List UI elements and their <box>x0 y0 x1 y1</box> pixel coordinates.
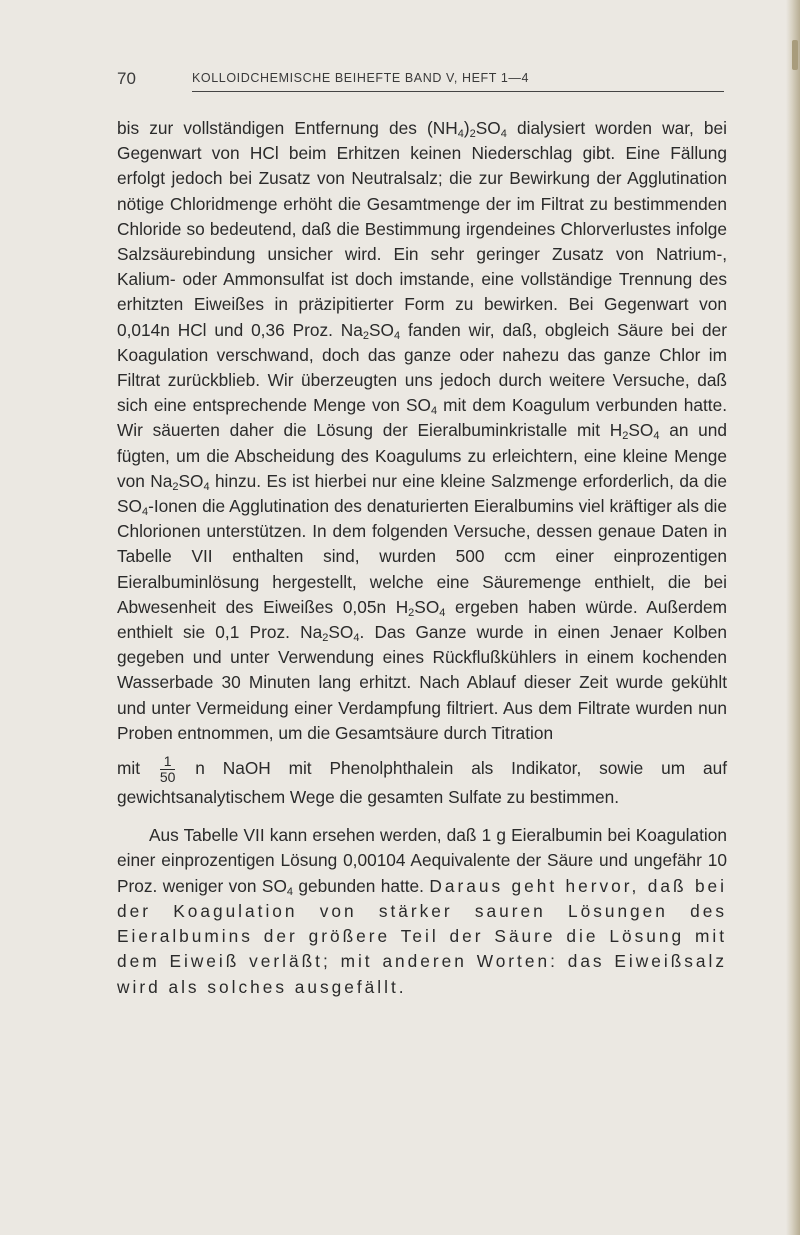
paragraph-1-continued: mit $\frac{1}{50}$ n NaOH mit Phenolphthalein als Indikator, sowie um auf gewichtsanalytischem Wege die gesamten Sulfate zu bestimmen. <box>117 753 727 808</box>
running-title: KOLLOIDCHEMISCHE BEIHEFTE BAND V, HEFT 1—4 <box>192 71 530 85</box>
page-header <box>117 64 727 94</box>
page-edge-mark <box>792 40 798 70</box>
body-text <box>117 116 727 1000</box>
fraction-denominator: 50 <box>159 769 176 786</box>
paragraph-2: Aus Tabelle VII kann ersehen werden, daß 1 g Eieralbumin bei Koagulation einer einprozentigen Lösung 0,00104 Aequivalente der Säure und ungefähr 10 Proz. weniger von $SO_4$ gebunden hatte. Daraus geht hervor, daß bei der Koagulation von stärker sauren Lösungen des Eieralbumins der größere Teil der Säure die Lösung mit dem Eiweiß verläßt; mit anderen Worten: das Eiweißsalz wird als solches ausgefällt. <box>117 825 728 997</box>
fraction-numerator: 1 <box>160 754 176 770</box>
emphasized-statement: Daraus geht hervor, daß bei der Koagulation von stärker sauren Lösungen des Eieralbumins der größere Teil der Säure die Lösung mit dem Eiweiß verläßt; mit anderen Worten: das Eiweißsalz wird als solches ausgefällt. <box>117 875 728 997</box>
page-number: 70 <box>117 69 136 88</box>
header-rule <box>192 91 724 92</box>
page-edge <box>786 0 800 1235</box>
fraction <box>160 754 176 785</box>
paragraph-1: bis zur vollständigen Entfernung des $(NH_4)_2SO_4$ dialysiert worden war, bei Gegenwart von HCl beim Erhitzen keinen Niederschlag gibt. Eine Fällung erfolgt jedoch bei Zusatz von Neutralsalz; die zur Bewirkung der Agglutination nötige Chloridmenge erhöht die Gesamtmenge der im Filtrat zu bestimmenden Chloride so bedeutend, daß die Bestimmung irgendeines Chlorverlustes infolge Salzsäurebindung unsicher wird. Ein sehr geringer Zusatz von Natrium-, Kalium- oder Ammonsulfat ist doch imstande, eine vollständige Trennung des erhitzten Eiweißes in präzipitierter Form zu bewirken. Bei Gegenwart von 0,014n HCl und 0,36 Proz. $Na_2SO_4$ fanden wir, daß, obgleich Säure bei der Koagulation verschwand, doch das ganze oder nahezu das ganze Chlor im Filtrat zurückblieb. Wir überzeugten uns jedoch durch weitere Versuche, daß sich eine entsprechende Menge von $SO_4$ mit dem Koagulum verbunden hatte. Wir säuerten daher die Lösung der Eieralbuminkristalle mit $H_2SO_4$ an und fügten, um die Abscheidung des Koagulums zu erleichtern, eine kleine Menge von $Na_2SO_4$ hinzu. Es ist hierbei nur eine kleine Salzmenge erforderlich, da die $SO_4$-Ionen die Agglutination des denaturierten Eieralbumins viel kräftiger als die Chlorionen unterstützen. In dem folgenden Versuche, dessen genaue Daten in Tabelle VII enthalten sind, wurden 500 ccm einer einprozentigen Eieralbuminlösung hergestellt, welche eine Säuremenge enthielt, die bei Abwesenheit des Eiweißes 0,05n $H_2SO_4$ ergeben haben würde. Außerdem enthielt sie 0,1 Proz. $Na_2SO_4$. Das Ganze wurde in einen Jenaer Kolben gegeben und unter Verwendung eines Rückflußkühlers in einem kochenden Wasserbade 30 Minuten lang erhitzt. Nach Ablauf dieser Zeit wurde gekühlt und unter Vermeidung einer Verdampfung filtriert. Aus dem Filtrate wurden nun Proben entnommen, um die Gesamtsäure durch Titration <box>117 118 727 743</box>
